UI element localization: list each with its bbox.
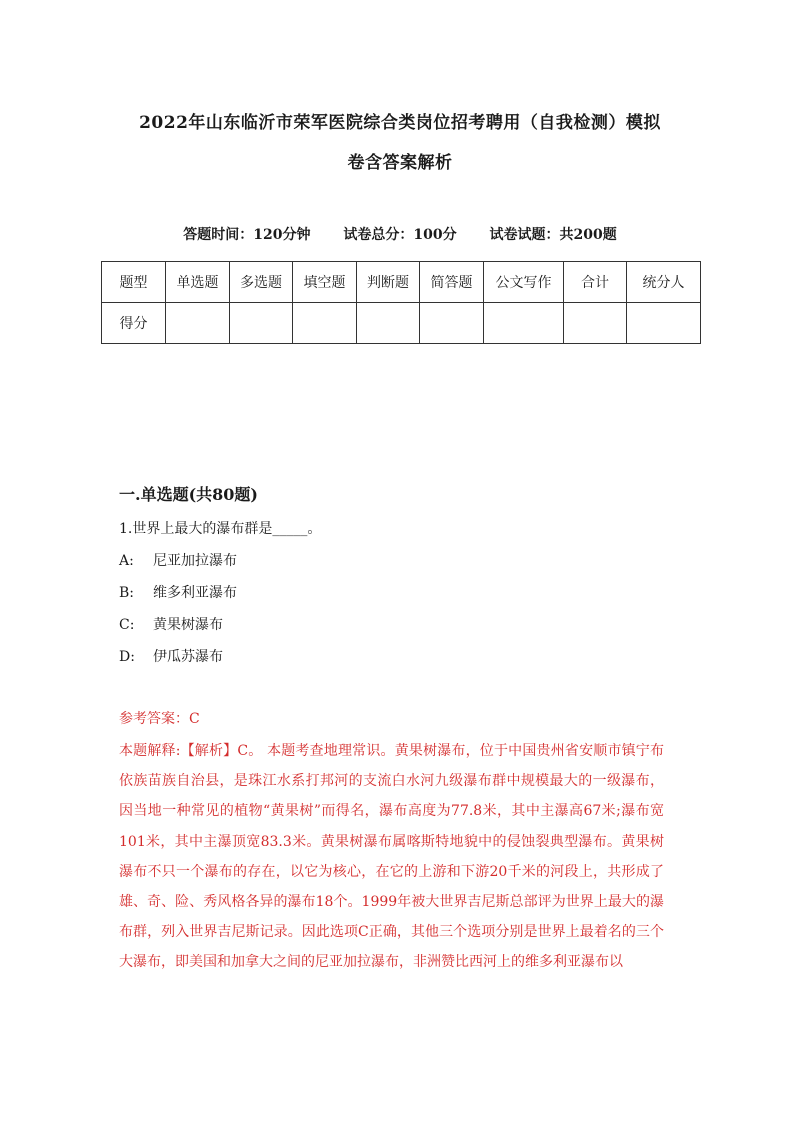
- option-key: D:: [119, 649, 135, 665]
- option-text: 维多利亚瀑布: [153, 585, 237, 601]
- score-cell: [564, 303, 627, 344]
- option-c: [119, 614, 223, 634]
- score-header-cell: 公文写作: [484, 262, 564, 303]
- option-key: B:: [119, 585, 135, 601]
- score-header-cell: 合计: [564, 262, 627, 303]
- exam-total-score: 试卷总分：100分: [343, 227, 457, 243]
- option-key: A:: [119, 553, 134, 569]
- score-cell: [420, 303, 484, 344]
- option-a: [119, 550, 237, 570]
- score-header-cell: 统分人: [627, 262, 701, 303]
- score-cell: [230, 303, 293, 344]
- section-title: 一.单选题(共80题): [119, 485, 258, 504]
- option-b: [119, 582, 237, 602]
- score-table: [101, 261, 701, 344]
- option-text: 伊瓜苏瀑布: [153, 649, 223, 665]
- answer-explanation: 本题解释:【解析】C。 本题考查地理常识。黄果树瀑布，位于中国贵州省安顺市镇宁布依族苗族自治县，是珠江水系打邦河的支流白水河九级瀑布群中规模最大的一级瀑布，因当地一种常见的植物“黄果树”而得名，瀑布高度为77.8米，其中主瀑高67米;瀑布宽101米，其中主瀑顶宽83.3米。黄果树瀑布属喀斯特地貌中的侵蚀裂典型瀑布。黄果树瀑布不只一个瀑布的存在，以它为核心，在它的上游和下游20千米的河段上，共形成了雄、奇、险、秀风格各异的瀑布18个。1999年被大世界吉尼斯总部评为世界上最大的瀑布群，列入世界吉尼斯记录。因此选项C正确，其他三个选项分别是世界上最着名的三个大瀑布，即美国和加拿大之间的尼亚加拉瀑布，非洲赞比西河上的维多利亚瀑布以: [119, 743, 664, 971]
- score-table-score-row: [102, 303, 701, 344]
- option-text: 黄果树瀑布: [153, 617, 223, 633]
- score-cell: [357, 303, 420, 344]
- score-header-cell: 题型: [102, 262, 166, 303]
- score-cell: [484, 303, 564, 344]
- option-text: 尼亚加拉瀑布: [153, 553, 237, 569]
- score-header-cell: 单选题: [166, 262, 230, 303]
- score-header-cell: 填空题: [293, 262, 357, 303]
- score-cell: [166, 303, 230, 344]
- exam-time: 答题时间：120分钟: [183, 227, 311, 243]
- question-stem: 1.世界上最大的瀑布群是_____。: [119, 521, 322, 537]
- exam-title-line2: 卷含答案解析: [347, 153, 453, 173]
- exam-question-count: 试卷试题：共200题: [489, 227, 617, 243]
- option-d: [119, 646, 223, 666]
- score-row-label: 得分: [102, 303, 166, 344]
- score-cell: [627, 303, 701, 344]
- exam-meta: [0, 224, 800, 244]
- option-key: C:: [119, 617, 135, 633]
- score-header-cell: 简答题: [420, 262, 484, 303]
- score-table-header-row: [102, 262, 701, 303]
- reference-answer: 参考答案：C: [119, 711, 200, 727]
- score-cell: [293, 303, 357, 344]
- exam-title-line1: 2022年山东临沂市荣军医院综合类岗位招考聘用（自我检测）模拟: [139, 113, 661, 133]
- score-header-cell: 判断题: [357, 262, 420, 303]
- score-header-cell: 多选题: [230, 262, 293, 303]
